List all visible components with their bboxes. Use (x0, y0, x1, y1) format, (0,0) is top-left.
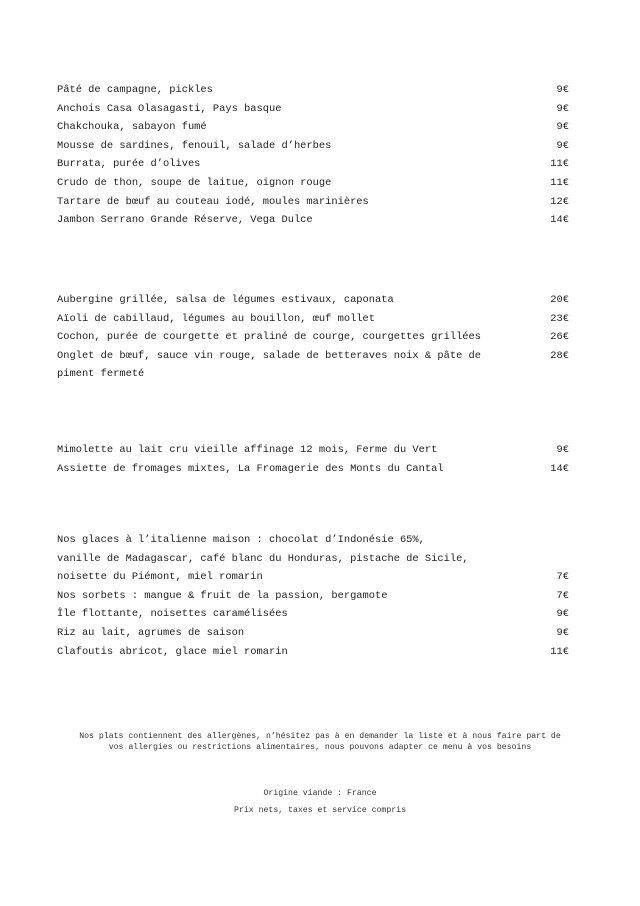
menu-item (57, 587, 569, 606)
item-name-line: vanille de Madagascar, café blanc du Honduras, pistache de Sicile, (57, 552, 469, 565)
prices-note: Prix nets, taxes et service compris (234, 806, 406, 815)
item-name: Chakchouka, sabayon fumé (57, 121, 207, 134)
item-price: 11€ (550, 158, 569, 171)
item-name: Aubergine grillée, salsa de légumes estivaux, caponata (57, 294, 394, 306)
menu-section-desserts (57, 531, 569, 661)
item-name: Mimolette au lait cru vieille affinage 12 mois, Ferme du Vert (57, 444, 438, 456)
menu-item (57, 137, 569, 156)
item-price: 23€ (550, 312, 569, 325)
menu-section-mains (57, 291, 569, 384)
item-name: Crudo de thon, soupe de laitue, oignon rouge (57, 176, 332, 189)
item-name: Mousse de sardines, fenouil, salade d’herbes (57, 139, 332, 152)
item-name: Anchois Casa Olasagasti, Pays basque (57, 102, 282, 115)
menu-section-cheeses (57, 441, 569, 478)
menu-item (57, 211, 569, 230)
item-price: 20€ (550, 294, 569, 306)
item-price: 9€ (556, 121, 569, 134)
item-price: 11€ (550, 645, 569, 658)
item-price: 26€ (550, 331, 569, 344)
item-name: Clafoutis abricot, glace miel romarin (57, 645, 288, 658)
item-price: 14€ (550, 214, 569, 227)
item-name: Pâté de campagne, pickles (57, 84, 213, 96)
item-name: Tartare de bœuf au couteau iodé, moules marinières (57, 195, 369, 208)
allergen-notice-line: Nos plats contiennent des allergènes, n’hésitez pas à en demander la liste et à nous faire part de (79, 732, 561, 741)
item-price: 9€ (556, 102, 569, 115)
item-price: 7€ (556, 589, 569, 602)
menu-section-starters (57, 81, 569, 230)
item-name-line: Nos glaces à l’italienne maison : chocolat d’Indonésie 65%, (57, 534, 425, 546)
item-name: Riz au lait, agrumes de saison (57, 626, 245, 639)
meat-origin-note: Origine viande : France (263, 789, 377, 798)
menu-item (57, 291, 569, 310)
menu-item (57, 310, 569, 329)
menu-item (57, 174, 569, 193)
allergen-notice-line: vos allergies ou restrictions alimentaires, nous pouvons adapter ce menu à vos besoins (108, 743, 532, 752)
menu-item (57, 81, 569, 100)
item-name: Cochon, purée de courgette et praliné de courge, courgettes grillées (57, 331, 482, 344)
item-price: 14€ (550, 462, 569, 475)
menu-item (57, 155, 569, 174)
item-name: Jambon Serrano Grande Réserve, Vega Dulce (57, 214, 313, 227)
item-price: 9€ (556, 84, 569, 96)
item-name (57, 531, 557, 587)
item-name (57, 347, 550, 384)
item-name-line: piment fermeté (57, 368, 145, 381)
item-name: Burrata, purée d’olives (57, 158, 201, 171)
item-price: 7€ (556, 571, 569, 584)
menu-item (57, 347, 569, 384)
menu-item (57, 441, 569, 460)
item-price: 9€ (556, 608, 569, 621)
item-price: 28€ (550, 349, 569, 362)
item-price: 9€ (556, 139, 569, 152)
item-price: 12€ (550, 195, 569, 208)
item-price: 9€ (556, 626, 569, 639)
allergen-notice (60, 731, 580, 753)
menu-item (57, 643, 569, 662)
menu-item (57, 460, 569, 479)
item-price: 11€ (550, 176, 569, 189)
menu-item (57, 605, 569, 624)
item-name: Nos sorbets : mangue & fruit de la passion, bergamote (57, 589, 388, 602)
item-price: 9€ (556, 444, 569, 456)
item-name-line: noisette du Piémont, miel romarin (57, 571, 263, 584)
item-name: Île flottante, noisettes caramélisées (57, 608, 288, 621)
item-name-line: Onglet de bœuf, sauce vin rouge, salade de betteraves noix & pâte de (57, 349, 482, 362)
menu-item (57, 624, 569, 643)
menu-item (57, 328, 569, 347)
item-name: Assiette de fromages mixtes, La Fromagerie des Monts du Cantal (57, 462, 444, 475)
item-name: Aïoli de cabillaud, légumes au bouillon, œuf mollet (57, 312, 376, 325)
menu-item (57, 531, 569, 587)
menu-item (57, 118, 569, 137)
menu-item (57, 193, 569, 212)
menu-item (57, 100, 569, 119)
